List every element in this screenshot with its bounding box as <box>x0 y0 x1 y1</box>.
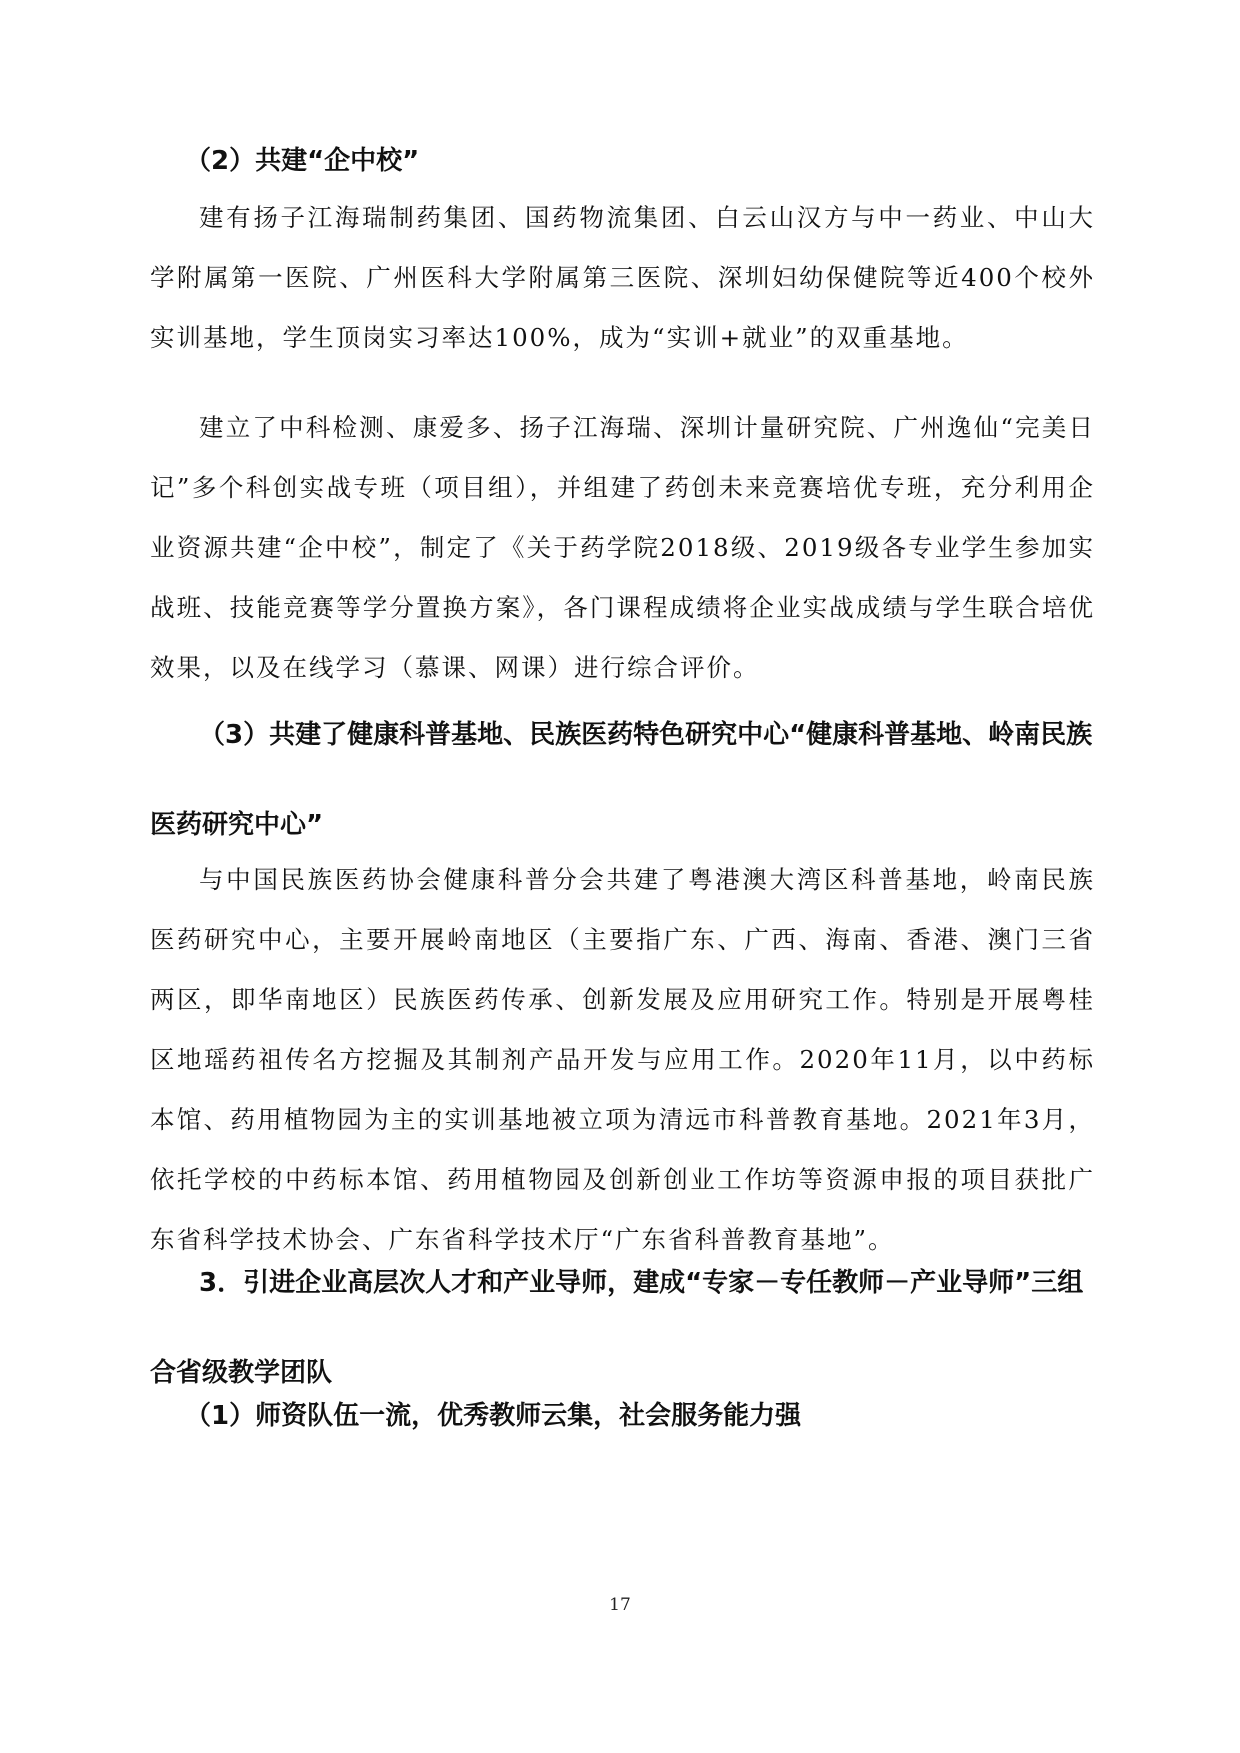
heading-section-3-teaching-team: 3．引进企业高层次人才和产业导师，建成“专家－专任教师－产业导师”三组合省级教学团队 <box>150 1268 1084 1388</box>
heading-3-science-base: （3）共建了健康科普基地、民族医药特色研究中心“健康科普基地、岭南民族医药研究中心” <box>150 720 1093 840</box>
heading-2-enterprise-school: （2）共建“企中校” <box>185 146 420 176</box>
paragraph-special-classes: 建立了中科检测、康爱多、扬子江海瑞、深圳计量研究院、广州逸仙“完美日记”多个科创实战专班（项目组），并组建了药创未来竞赛培优专班，充分利用企业资源共建“企中校”，制定了《关于药学院2018级、2019级各专业学生参加实战班、技能竞赛等学分置换方案》，各门课程成绩将企业实战成绩与学生联合培优效果，以及在线学习（慕课、网课）进行综合评价。 <box>150 413 1095 682</box>
paragraph-research-center: 与中国民族医药协会健康科普分会共建了粤港澳大湾区科普基地，岭南民族医药研究中心，主要开展岭南地区（主要指广东、广西、海南、香港、澳门三省两区，即华南地区）民族医药传承、创新发展及应用研究工作。特别是开展粤桂区地瑶药祖传名方挖掘及其制剂产品开发与应用工作。2020年11月，以中药标本馆、药用植物园为主的实训基地被立项为清远市科普教育基地。2021年3月，依托学校的中药标本馆、药用植物园及创新创业工作坊等资源申报的项目获批广东省科学技术协会、广东省科学技术厅“广东省科普教育基地”。 <box>150 865 1095 1254</box>
paragraph-training-bases: 建有扬子江海瑞制药集团、国药物流集团、白云山汉方与中一药业、中山大学附属第一医院、广州医科大学附属第三医院、深圳妇幼保健院等近400个校外实训基地，学生顶岗实习率达100%，成为“实训+就业”的双重基地。 <box>150 203 1095 352</box>
heading-3-1-faculty: （1）师资队伍一流，优秀教师云集，社会服务能力强 <box>185 1401 802 1431</box>
page-number: 17 <box>609 1595 631 1615</box>
